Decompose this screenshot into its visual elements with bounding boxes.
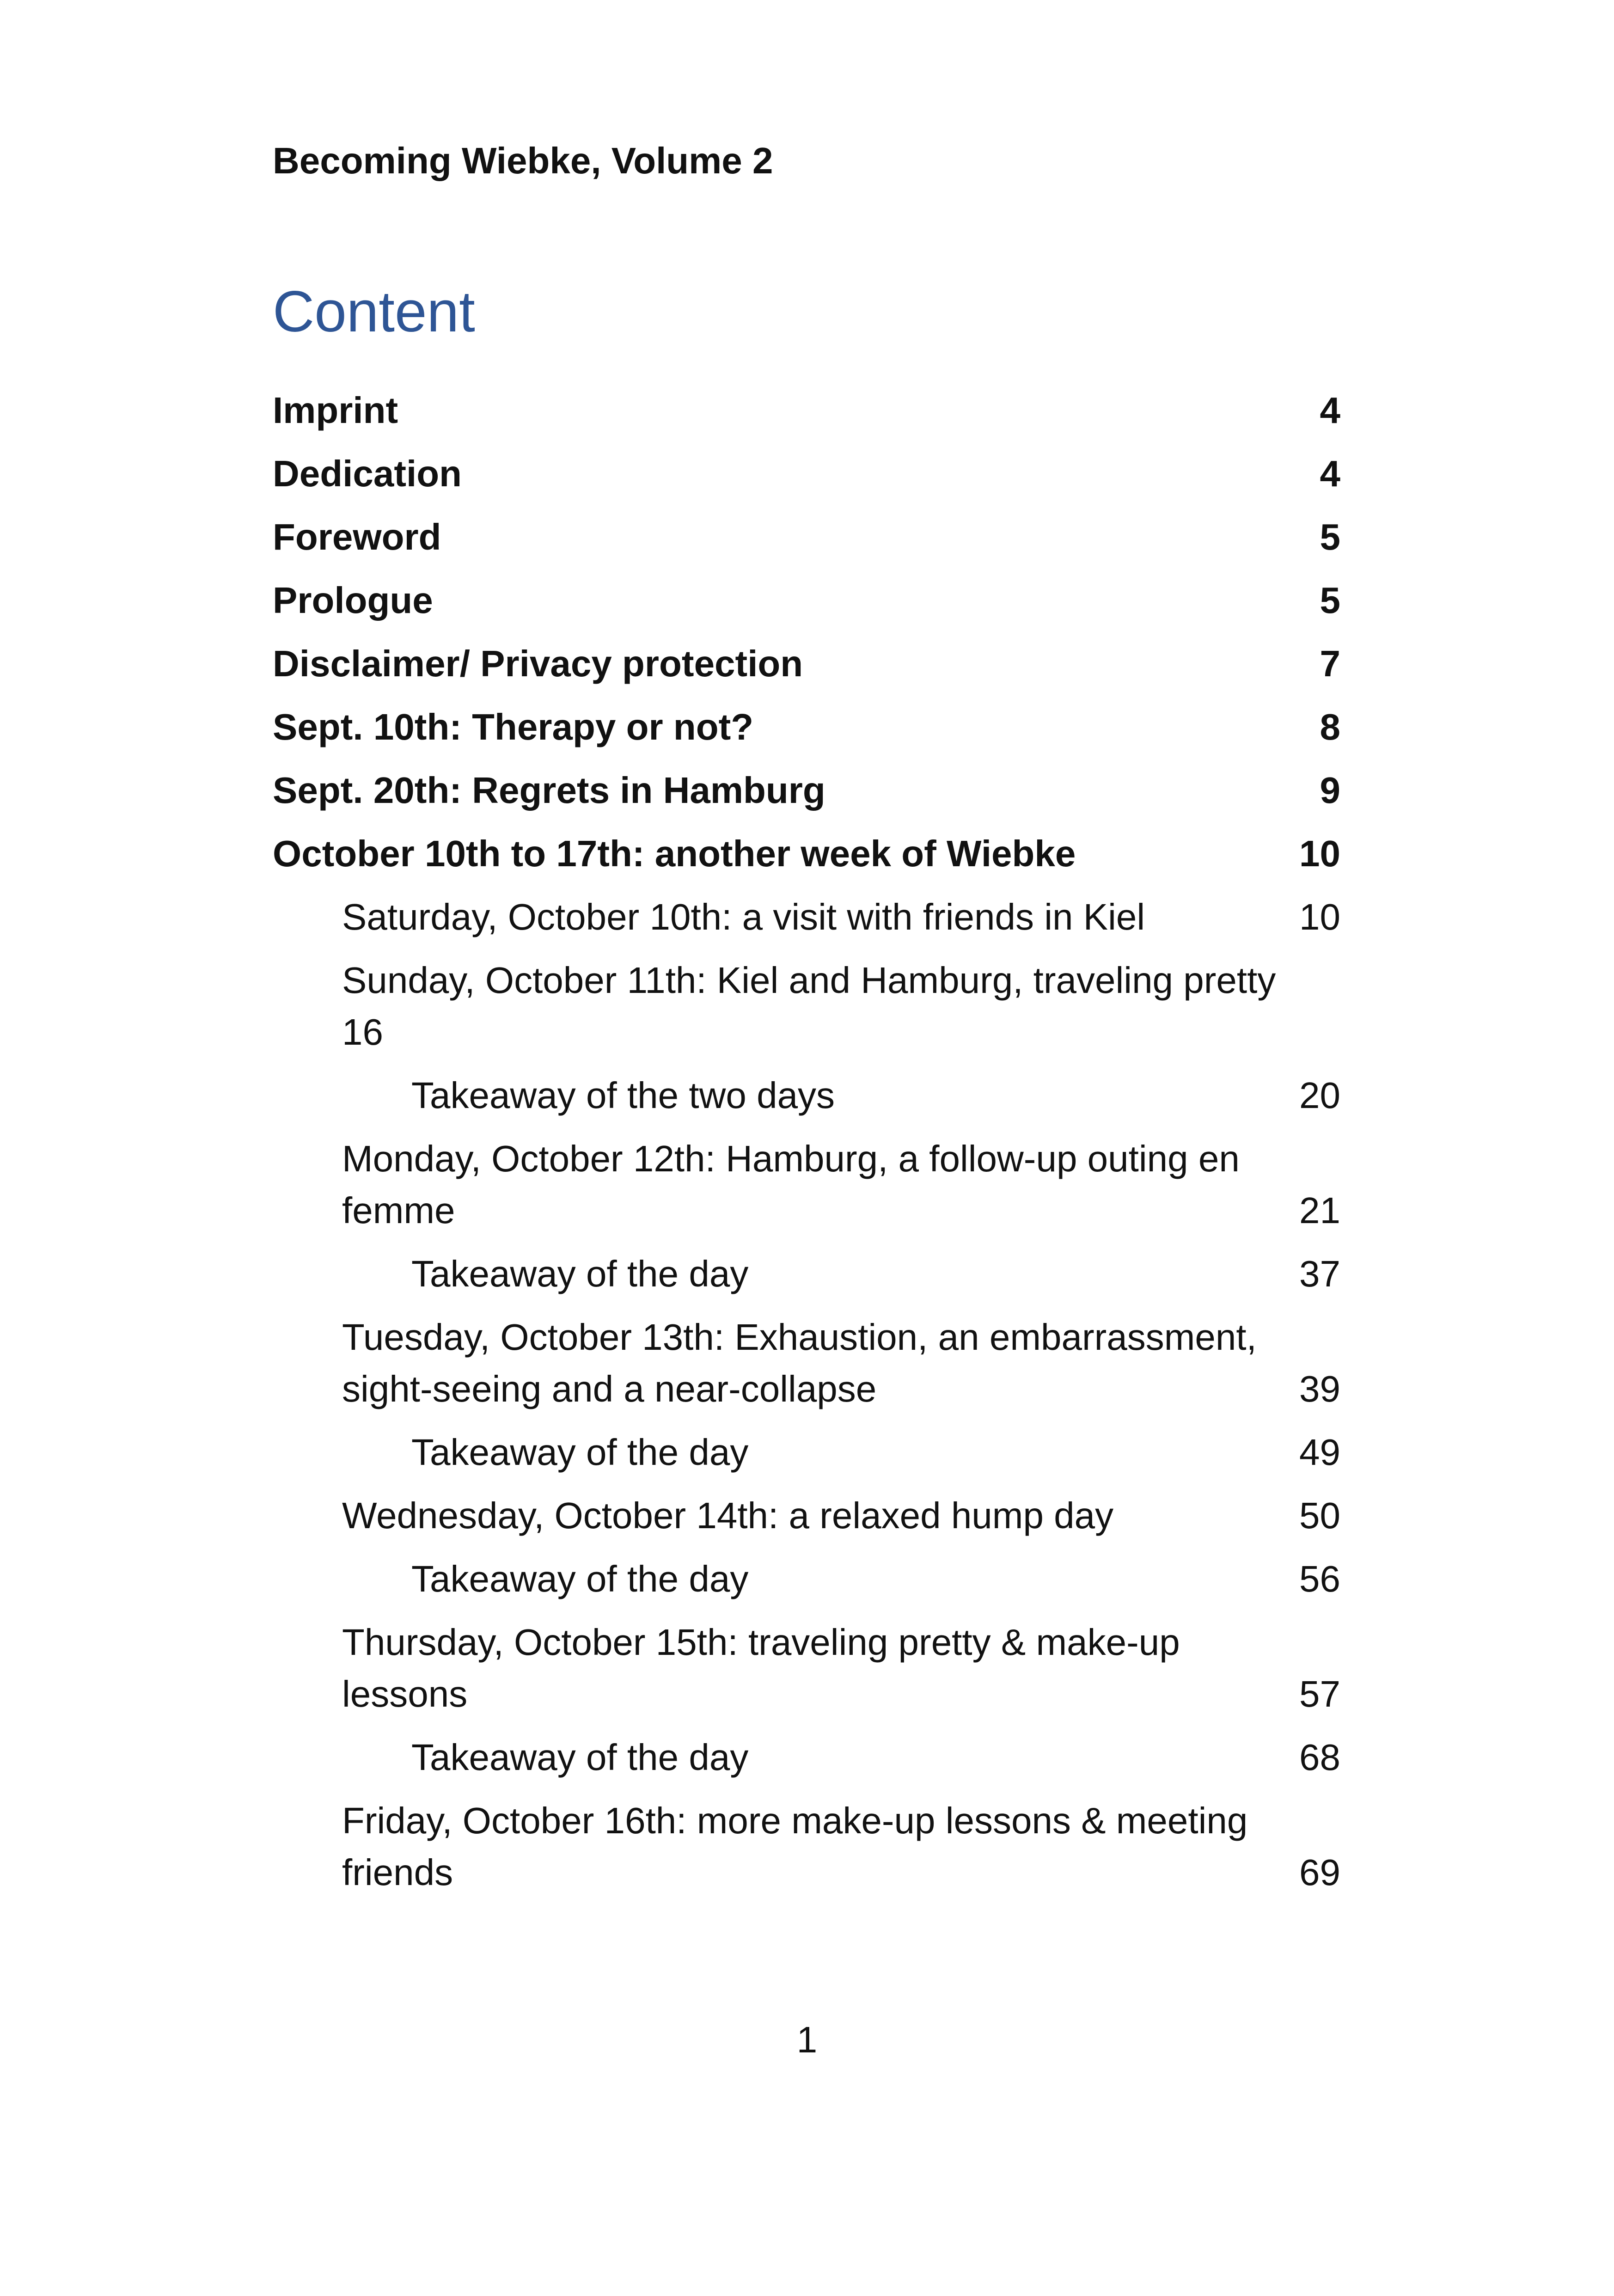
toc-entry-takeaway-wednesday[interactable] (273, 1553, 1340, 1605)
toc-entry-title: Takeaway of the day (411, 1558, 749, 1599)
toc-entry-sunday[interactable] (273, 955, 1340, 1058)
toc-entry-saturday[interactable] (273, 891, 1340, 943)
toc-entry-page: 37 (1299, 1253, 1340, 1294)
toc-entry-page: 5 (1320, 580, 1340, 621)
toc-entry-takeaway-tuesday[interactable] (273, 1427, 1340, 1478)
toc-entry-page: 8 (1320, 706, 1340, 747)
toc-entry-title: Friday, October 16th: more make-up lessons & meeting friends (342, 1800, 1248, 1893)
toc-entry-page: 10 (1299, 896, 1340, 937)
page-number: 1 (796, 2019, 818, 2060)
toc-entry-wednesday[interactable] (273, 1490, 1340, 1542)
toc-entry-october-week[interactable] (273, 828, 1340, 880)
toc-entry-dedication[interactable] (273, 448, 1340, 500)
toc-entry-takeaway-monday[interactable] (273, 1248, 1340, 1300)
toc-entry-friday[interactable] (273, 1795, 1340, 1898)
toc-entry-title: Wednesday, October 14th: a relaxed hump day (342, 1495, 1114, 1536)
toc-entry-foreword[interactable] (273, 511, 1340, 563)
toc-entry-thursday[interactable] (273, 1616, 1340, 1720)
toc-entry-title: Monday, October 12th: Hamburg, a follow-up outing en femme (342, 1138, 1240, 1231)
toc-entry-disclaimer[interactable] (273, 638, 1340, 690)
toc-entry-title: Takeaway of the day (411, 1737, 749, 1778)
toc-entry-title: Dedication (273, 453, 462, 494)
toc-entry-page: 56 (1299, 1558, 1340, 1599)
toc-entry-page: 21 (1299, 1190, 1340, 1231)
toc-entry-title: Takeaway of the day (411, 1253, 749, 1294)
toc-entry-page: 4 (1320, 453, 1340, 494)
toc-entry-title: Prologue (273, 580, 433, 621)
toc-entry-page: 49 (1299, 1432, 1340, 1473)
toc-entry-page: 5 (1320, 516, 1340, 557)
toc-entry-page: 39 (1299, 1368, 1340, 1409)
toc-entry-takeaway-two-days[interactable] (273, 1070, 1340, 1121)
toc-entry-takeaway-thursday[interactable] (273, 1732, 1340, 1783)
toc-entry-title: Sept. 20th: Regrets in Hamburg (273, 770, 825, 811)
toc-entry-page: 57 (1299, 1673, 1340, 1714)
toc-entry-page: 16 (342, 1011, 383, 1053)
toc-entry-page: 69 (1299, 1852, 1340, 1893)
toc-entry-prologue[interactable] (273, 575, 1340, 626)
toc-entry-title: October 10th to 17th: another week of Wiebke (273, 833, 1076, 874)
toc-entry-title: Disclaimer/ Privacy protection (273, 643, 803, 684)
toc-entry-title: Tuesday, October 13th: Exhaustion, an embarrassment, sight-seeing and a near-collapse (342, 1316, 1257, 1409)
toc-entry-page: 7 (1320, 643, 1340, 684)
toc-entry-monday[interactable] (273, 1133, 1340, 1237)
toc-entry-page: 10 (1299, 833, 1340, 874)
toc-entry-title: Takeaway of the two days (411, 1075, 835, 1116)
toc-entry-sept-20th[interactable] (273, 765, 1340, 816)
toc-entry-title: Takeaway of the day (411, 1432, 749, 1473)
toc-entry-page: 9 (1320, 770, 1340, 811)
toc-entry-tuesday[interactable] (273, 1311, 1340, 1415)
toc-heading: Content (273, 280, 475, 344)
toc-entry-page: 68 (1299, 1737, 1340, 1778)
toc-entry-title: Foreword (273, 516, 441, 557)
toc-entry-title: Sunday, October 11th: Kiel and Hamburg, traveling pretty (342, 960, 1276, 1001)
book-title: Becoming Wiebke, Volume 2 (273, 140, 773, 181)
toc-entry-title: Imprint (273, 390, 398, 431)
toc-entry-title: Thursday, October 15th: traveling pretty & make-up lessons (342, 1622, 1180, 1714)
toc-entry-page: 4 (1320, 390, 1340, 431)
toc-entry-sept-10th[interactable] (273, 701, 1340, 753)
toc-entry-title: Saturday, October 10th: a visit with friends in Kiel (342, 896, 1145, 937)
toc-entry-page: 20 (1299, 1075, 1340, 1116)
toc-entry-title: Sept. 10th: Therapy or not? (273, 706, 754, 747)
toc-entry-imprint[interactable] (273, 385, 1340, 436)
toc-entry-page: 50 (1299, 1495, 1340, 1536)
table-of-contents (273, 385, 1340, 1910)
